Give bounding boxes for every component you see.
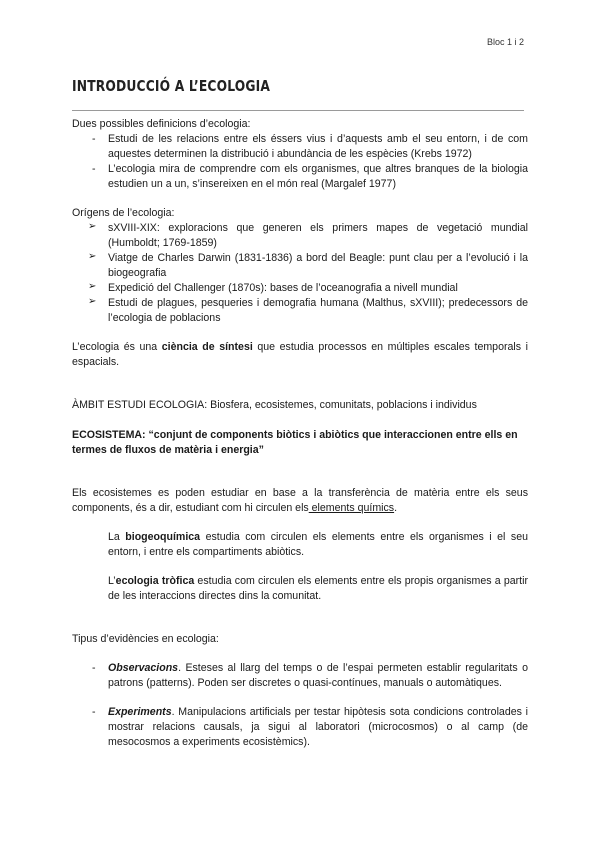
origins-heading: Orígens de l’ecologia: — [72, 207, 175, 220]
list-item: - L’ecologia mira de comprendre com els organismes, que altres branques de la biologia estudien un a un, s’insereixen en el món real (Margalef 1977) — [72, 162, 528, 192]
biogeochemistry-paragraph: La biogeoquímica estudia com circulen els elements entre els organismes i el seu entorn, i entre els compartiments abiòtics. — [108, 530, 528, 558]
page-title: INTRODUCCIÓ A L’ECOLOGIA — [72, 77, 271, 95]
list-item: ➢ sXVIII-XIX: exploracions que generen els primers mapes de vegetació mundial (Humboldt; 1769-1859) — [72, 221, 528, 251]
synthesis-paragraph: L’ecologia és una ciència de síntesi que estudia processos en múltiples escales temporals i espacials. — [72, 341, 528, 369]
list-item: - Estudi de les relacions entre els éssers vius i d’aquests amb el seu entorn, i de com aquestes determinen la distribució i abundància de les espècies (Krebs 1972) — [72, 132, 528, 162]
list-item: - Experiments. Manipulacions artificials per testar hipòtesis sota condicions controlades i mostrar relacions causals, ja sigui al laboratori (microcosmos) o al camp (de mesocosmos a experiments ecosistèmics). — [72, 705, 528, 750]
scope-paragraph: ÀMBIT ESTUDI ECOLOGIA: Biosfera, ecosistemes, comunitats, poblacions i individus — [72, 399, 477, 412]
evidence-list — [72, 661, 528, 750]
list-item: ➢ Viatge de Charles Darwin (1831-1836) a bord del Beagle: punt clau per a l’evolució i la biogeografia — [72, 251, 528, 281]
definitions-heading: Dues possibles definicions d’ecologia: — [72, 118, 251, 130]
origins-list — [72, 221, 528, 326]
ecosystem-definition: ECOSISTEMA: “conjunt de components biòtics i abiòtics que interaccionen entre ells en termes de fluxos de matèria i energia” — [72, 428, 518, 456]
list-item: - Observacions. Esteses al llarg del temps o de l’espai permeten establir regularitats o patrons (patterns). Poden ser discretes o quasi-contínues, manuals o automàtiques. — [72, 661, 528, 691]
list-item: ➢ Estudi de plagues, pesqueries i demografia humana (Malthus, sXVIII); predecessors de l’ecologia de poblacions — [72, 296, 528, 326]
page-header-label: Bloc 1 i 2 — [486, 37, 524, 47]
title-divider — [72, 110, 524, 111]
definitions-list — [72, 132, 528, 192]
list-item: ➢ Expedició del Challenger (1870s): bases de l’oceanografia a nivell mundial — [72, 281, 528, 296]
ecosystem-study-paragraph: Els ecosistemes es poden estudiar en base a la transferència de matèria entre els seus components, és a dir, estudiant com hi circulen els elements químics. — [72, 486, 528, 514]
trophic-ecology-paragraph: L’ecologia tròfica estudia com circulen els elements entre els propis organismes a partir de les interaccions directes dins la comunitat. — [108, 574, 528, 602]
evidence-heading: Tipus d’evidències en ecologia: — [72, 632, 219, 645]
main-content — [72, 117, 528, 750]
